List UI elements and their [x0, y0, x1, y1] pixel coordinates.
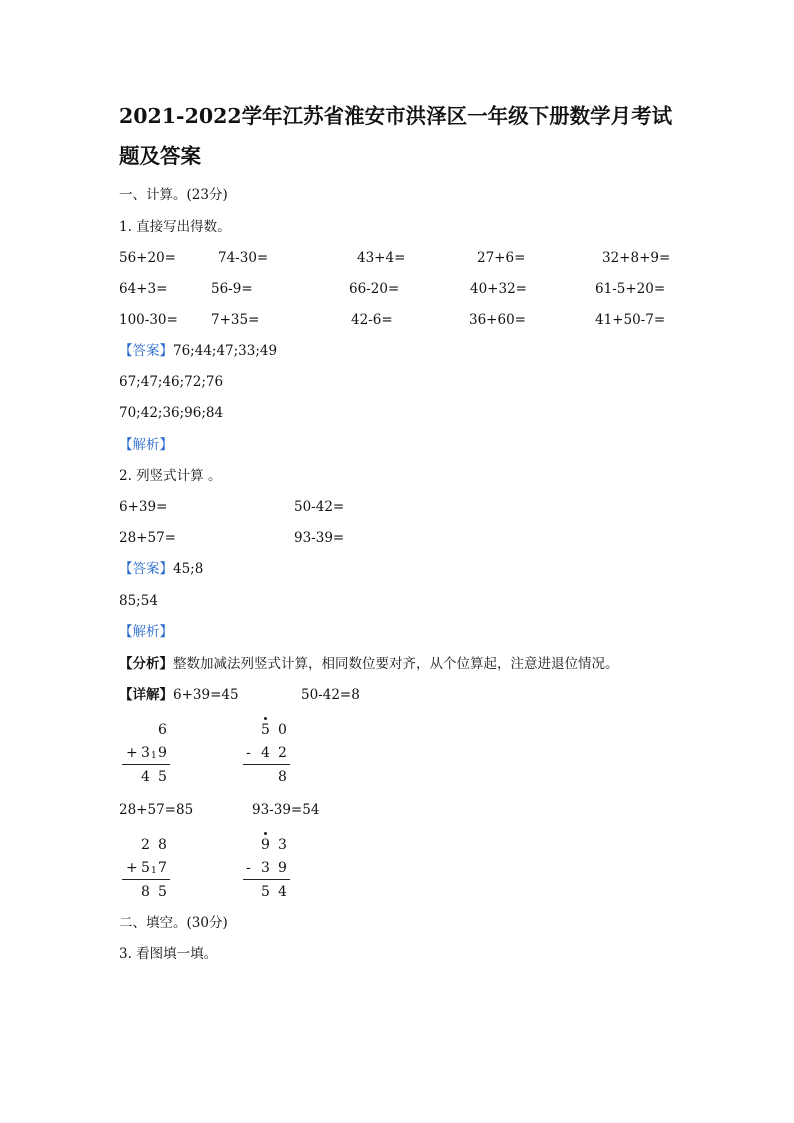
vc-borrow-dot	[264, 832, 267, 835]
vc-rule	[243, 879, 290, 880]
detail-eq: 50-42=8	[301, 687, 360, 703]
q1-answer-line: 67;47;46;72;76	[119, 374, 224, 390]
q1-answer	[119, 342, 277, 360]
answer-text: 76;44;47;33;49	[173, 343, 278, 359]
answer-text: 45;8	[173, 561, 204, 577]
vc-digit: 9	[261, 837, 270, 853]
vc-digit: 5	[261, 722, 270, 738]
vc-carry: 1	[151, 751, 157, 761]
title-line-1: 2021-2022学年江苏省淮安市洪泽区一年级下册数学月考试	[119, 104, 673, 128]
page-title	[119, 96, 679, 176]
vc-digit: 2	[141, 837, 150, 853]
q1-cell: 27+6=	[477, 250, 526, 266]
detail-eq: 28+57=85	[119, 802, 194, 818]
q1-label: 1. 直接写出得数。	[119, 219, 231, 235]
vc-digit: 5	[158, 884, 167, 900]
vc-carry: 1	[151, 866, 157, 876]
vc-digit: 4	[261, 745, 270, 761]
vc-digit: 2	[278, 745, 287, 761]
answer-tag: 【答案】	[119, 561, 173, 577]
vc-borrow-dot	[264, 717, 267, 720]
q1-cell: 43+4=	[357, 250, 406, 266]
vc-digit: 4	[141, 769, 150, 785]
vc-digit: 3	[141, 745, 150, 761]
vc-operator: -	[246, 745, 251, 761]
fenxi-tag: 【分析】	[119, 656, 173, 672]
vc-digit: 8	[141, 884, 150, 900]
q2-cell: 6+39=	[119, 499, 168, 515]
q2-cell: 93-39=	[294, 530, 345, 546]
vc-operator: +	[126, 860, 138, 876]
vc-operator: -	[246, 860, 251, 876]
q1-cell: 41+50-7=	[595, 312, 666, 328]
vc-digit: 9	[278, 860, 287, 876]
detail-eq: 93-39=54	[252, 802, 320, 818]
vc-digit: 4	[278, 884, 287, 900]
vc-digit: 3	[278, 837, 287, 853]
q2-fenxi	[119, 655, 619, 673]
q2-answer-line: 85;54	[119, 593, 158, 609]
vc-digit: 5	[158, 769, 167, 785]
vc-digit: 8	[158, 837, 167, 853]
section-1-heading: 一、计算。(23分)	[119, 187, 228, 203]
detail-tag: 【详解】	[119, 687, 173, 703]
q1-cell: 100-30=	[119, 312, 178, 328]
vc-digit: 5	[261, 884, 270, 900]
q1-cell: 66-20=	[349, 281, 400, 297]
vc-digit: 8	[278, 769, 287, 785]
vc-rule	[122, 764, 170, 765]
q2-cell: 28+57=	[119, 530, 176, 546]
q1-analysis-tag: 【解析】	[119, 437, 173, 453]
q1-cell: 7+35=	[211, 312, 260, 328]
q1-cell: 56+20=	[119, 250, 176, 266]
vc-digit: 9	[158, 745, 167, 761]
q1-cell: 32+8+9=	[602, 250, 671, 266]
fenxi-text: 整数加减法列竖式计算，相同数位要对齐，从个位算起，注意进退位情况。	[173, 656, 619, 672]
q1-cell: 42-6=	[351, 312, 393, 328]
title-line-2: 题及答案	[119, 144, 201, 168]
answer-tag: 【答案】	[119, 343, 173, 359]
q2-analysis-tag: 【解析】	[119, 624, 173, 640]
q1-cell: 61-5+20=	[595, 281, 666, 297]
vc-digit: 7	[158, 860, 167, 876]
q2-answer	[119, 560, 203, 578]
vc-digit: 6	[158, 722, 167, 738]
q2-label: 2. 列竖式计算 。	[119, 468, 222, 484]
q1-cell: 74-30=	[218, 250, 269, 266]
q1-cell: 36+60=	[469, 312, 526, 328]
q2-cell: 50-42=	[294, 499, 345, 515]
section-2-heading: 二、填空。(30分)	[119, 915, 228, 931]
vc-digit: 3	[261, 860, 270, 876]
vc-rule	[243, 764, 290, 765]
vc-operator: +	[126, 745, 138, 761]
q1-cell: 40+32=	[470, 281, 527, 297]
vc-digit: 5	[141, 860, 150, 876]
vc-digit: 0	[278, 722, 287, 738]
q1-cell: 56-9=	[211, 281, 253, 297]
q2-detail	[119, 686, 239, 704]
q1-answer-line: 70;42;36;96;84	[119, 405, 224, 421]
q1-cell: 64+3=	[119, 281, 168, 297]
q3-label: 3. 看图填一填。	[119, 946, 218, 962]
vc-rule	[122, 879, 170, 880]
detail-eq: 6+39=45	[173, 687, 239, 703]
